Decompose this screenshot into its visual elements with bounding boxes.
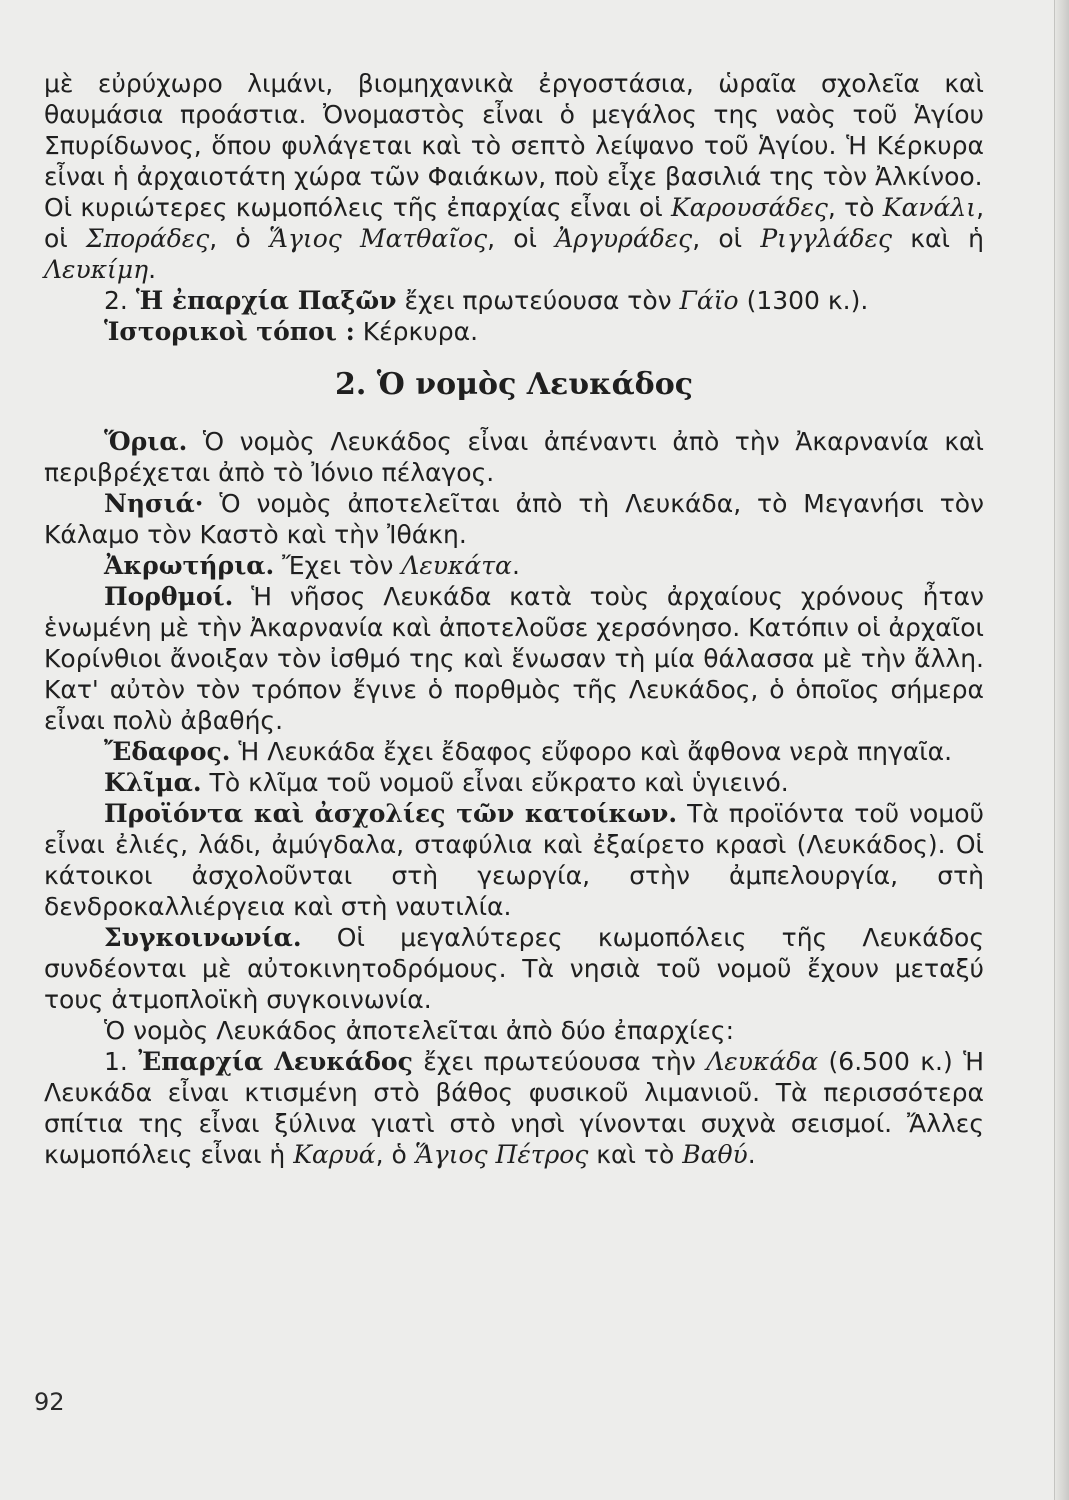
page-body — [44, 68, 984, 1170]
paragraph-porthmoi: Πορθμοί. Ἡ νῆσος Λευκάδα κατὰ τοὺς ἀρχαίους χρόνους ἦταν ἑνωμένη μὲ τὴν Ἀκαρνανία καὶ ἀποτελοῦσε χερσόνησο. Κατόπιν οἱ ἀρχαῖοι Κορίνθιοι ἄνοιξαν τὸν ἰσθμό της καὶ ἕνωσαν τὴ μία θάλασσα μὲ τὴν ἄλλη. Κατ' αὐτὸν τὸν τρόπον ἔγινε ὁ πορθμὸς τῆς Λευκάδος, ὁ ὁποῖος σήμερα εἶναι πολὺ ἀβαθής. — [44, 582, 984, 735]
page-number: 92 — [34, 1388, 65, 1416]
paragraph-paxoi: 2. Ἡ ἐπαρχία Παξῶν ἔχει πρωτεύουσα τὸν Γάϊο (1300 κ.). — [104, 286, 869, 315]
section-heading: 2. Ὁ νομὸς Λευκάδος — [335, 367, 693, 402]
paragraph-oria: Ὅρια. Ὁ νομὸς Λευκάδος εἶναι ἀπέναντι ἀπὸ τὴν Ἀκαρνανία καὶ περιβρέχεται ἀπὸ τὸ Ἰόνιο πέλαγος. — [44, 427, 984, 487]
paragraph-eparxies: Ὁ νομὸς Λευκάδος ἀποτελεῖται ἀπὸ δύο ἐπαρχίες: — [104, 1016, 735, 1045]
paragraph-klima: Κλῖμα. Τὸ κλῖμα τοῦ νομοῦ εἶναι εὔκρατο καὶ ὑγιεινό. — [104, 768, 789, 797]
paragraph-edafos: Ἔδαφος. Ἡ Λευκάδα ἔχει ἔδαφος εὔφορο καὶ ἄφθονα νερὰ πηγαῖα. — [104, 737, 953, 766]
paragraph-eparxia-lefkados: 1. Ἐπαρχία Λευκάδος ἔχει πρωτεύουσα τὴν Λευκάδα (6.500 κ.) Ἡ Λευκάδα εἶναι κτισμένη στὸ βάθος φυσικοῦ λιμανιοῦ. Τὰ περισσότερα σπίτια της εἶναι ξύλινα γιατὶ στὸ νησὶ γίνονται συχνὰ σεισμοί. Ἄλλες κωμοπόλεις εἶναι ἡ Καρυά, ὁ Ἅγιος Πέτρος καὶ τὸ Βαθύ. — [44, 1047, 985, 1169]
paragraph-nisia: Νησιά· Ὁ νομὸς ἀποτελεῖται ἀπὸ τὴ Λευκάδα, τὸ Μεγανήσι τὸν Κάλαμο τὸν Καστὸ καὶ τὴν Ἰθάκη. — [44, 489, 984, 549]
page-edge — [1054, 0, 1069, 1500]
paragraph-akrotiria: Ἀκρωτήρια. Ἔχει τὸν Λευκάτα. — [104, 551, 520, 580]
paragraph-proionta: Προϊόντα καὶ ἀσχολίες τῶν κατοίκων. Τὰ προϊόντα τοῦ νομοῦ εἶναι ἐλιές, λάδι, ἀμύγδαλα, σταφύλια καὶ ἐξαίρετο κρασὶ (Λευκάδος). Οἱ κάτοικοι ἀσχολοῦνται στὴ γεωργία, στὴν ἀμπελουργία, στὴ δενδροκαλλιέργεια καὶ στὴ ναυτιλία. — [44, 799, 984, 921]
paragraph-sygkoinonia: Συγκοινωνία. Οἱ μεγαλύτερες κωμοπόλεις τῆς Λευκάδος συνδέονται μὲ αὐτοκινητοδρόμους. Τὰ νησιὰ τοῦ νομοῦ ἔχουν μεταξύ τους ἀτμοπλοϊκὴ συγκοινωνία. — [44, 923, 984, 1014]
paragraph-historic: Ἱστορικοὶ τόποι : Κέρκυρα. — [104, 317, 479, 346]
paragraph-kerkyra: μὲ εὐρύχωρο λιμάνι, βιομηχανικὰ ἐργοστάσια, ὡραῖα σχολεῖα καὶ θαυμάσια προάστια. Ὀνομαστὸς εἶναι ὁ μεγάλος της ναὸς τοῦ Ἁγίου Σπυρίδωνος, ὅπου φυλάγεται καὶ τὸ σεπτὸ λείψανο τοῦ Ἁγίου. Ἡ Κέρκυρα εἶναι ἡ ἀρχαιοτάτη χώρα τῶν Φαιάκων, ποὺ εἶχε βασιλιά της τὸν Ἀλκίνοο. — [44, 69, 984, 191]
paragraph-komopoleis: Οἱ κυριώτερες κωμοπόλεις τῆς ἐπαρχίας εἶναι οἱ Καρουσάδες, τὸ Κανάλι, οἱ Σποράδες, ὁ Ἅγιος Ματθαῖος, οἱ Ἀργυράδες, οἱ Ριγγλάδες καὶ ἡ Λευκίμη. — [44, 193, 985, 284]
